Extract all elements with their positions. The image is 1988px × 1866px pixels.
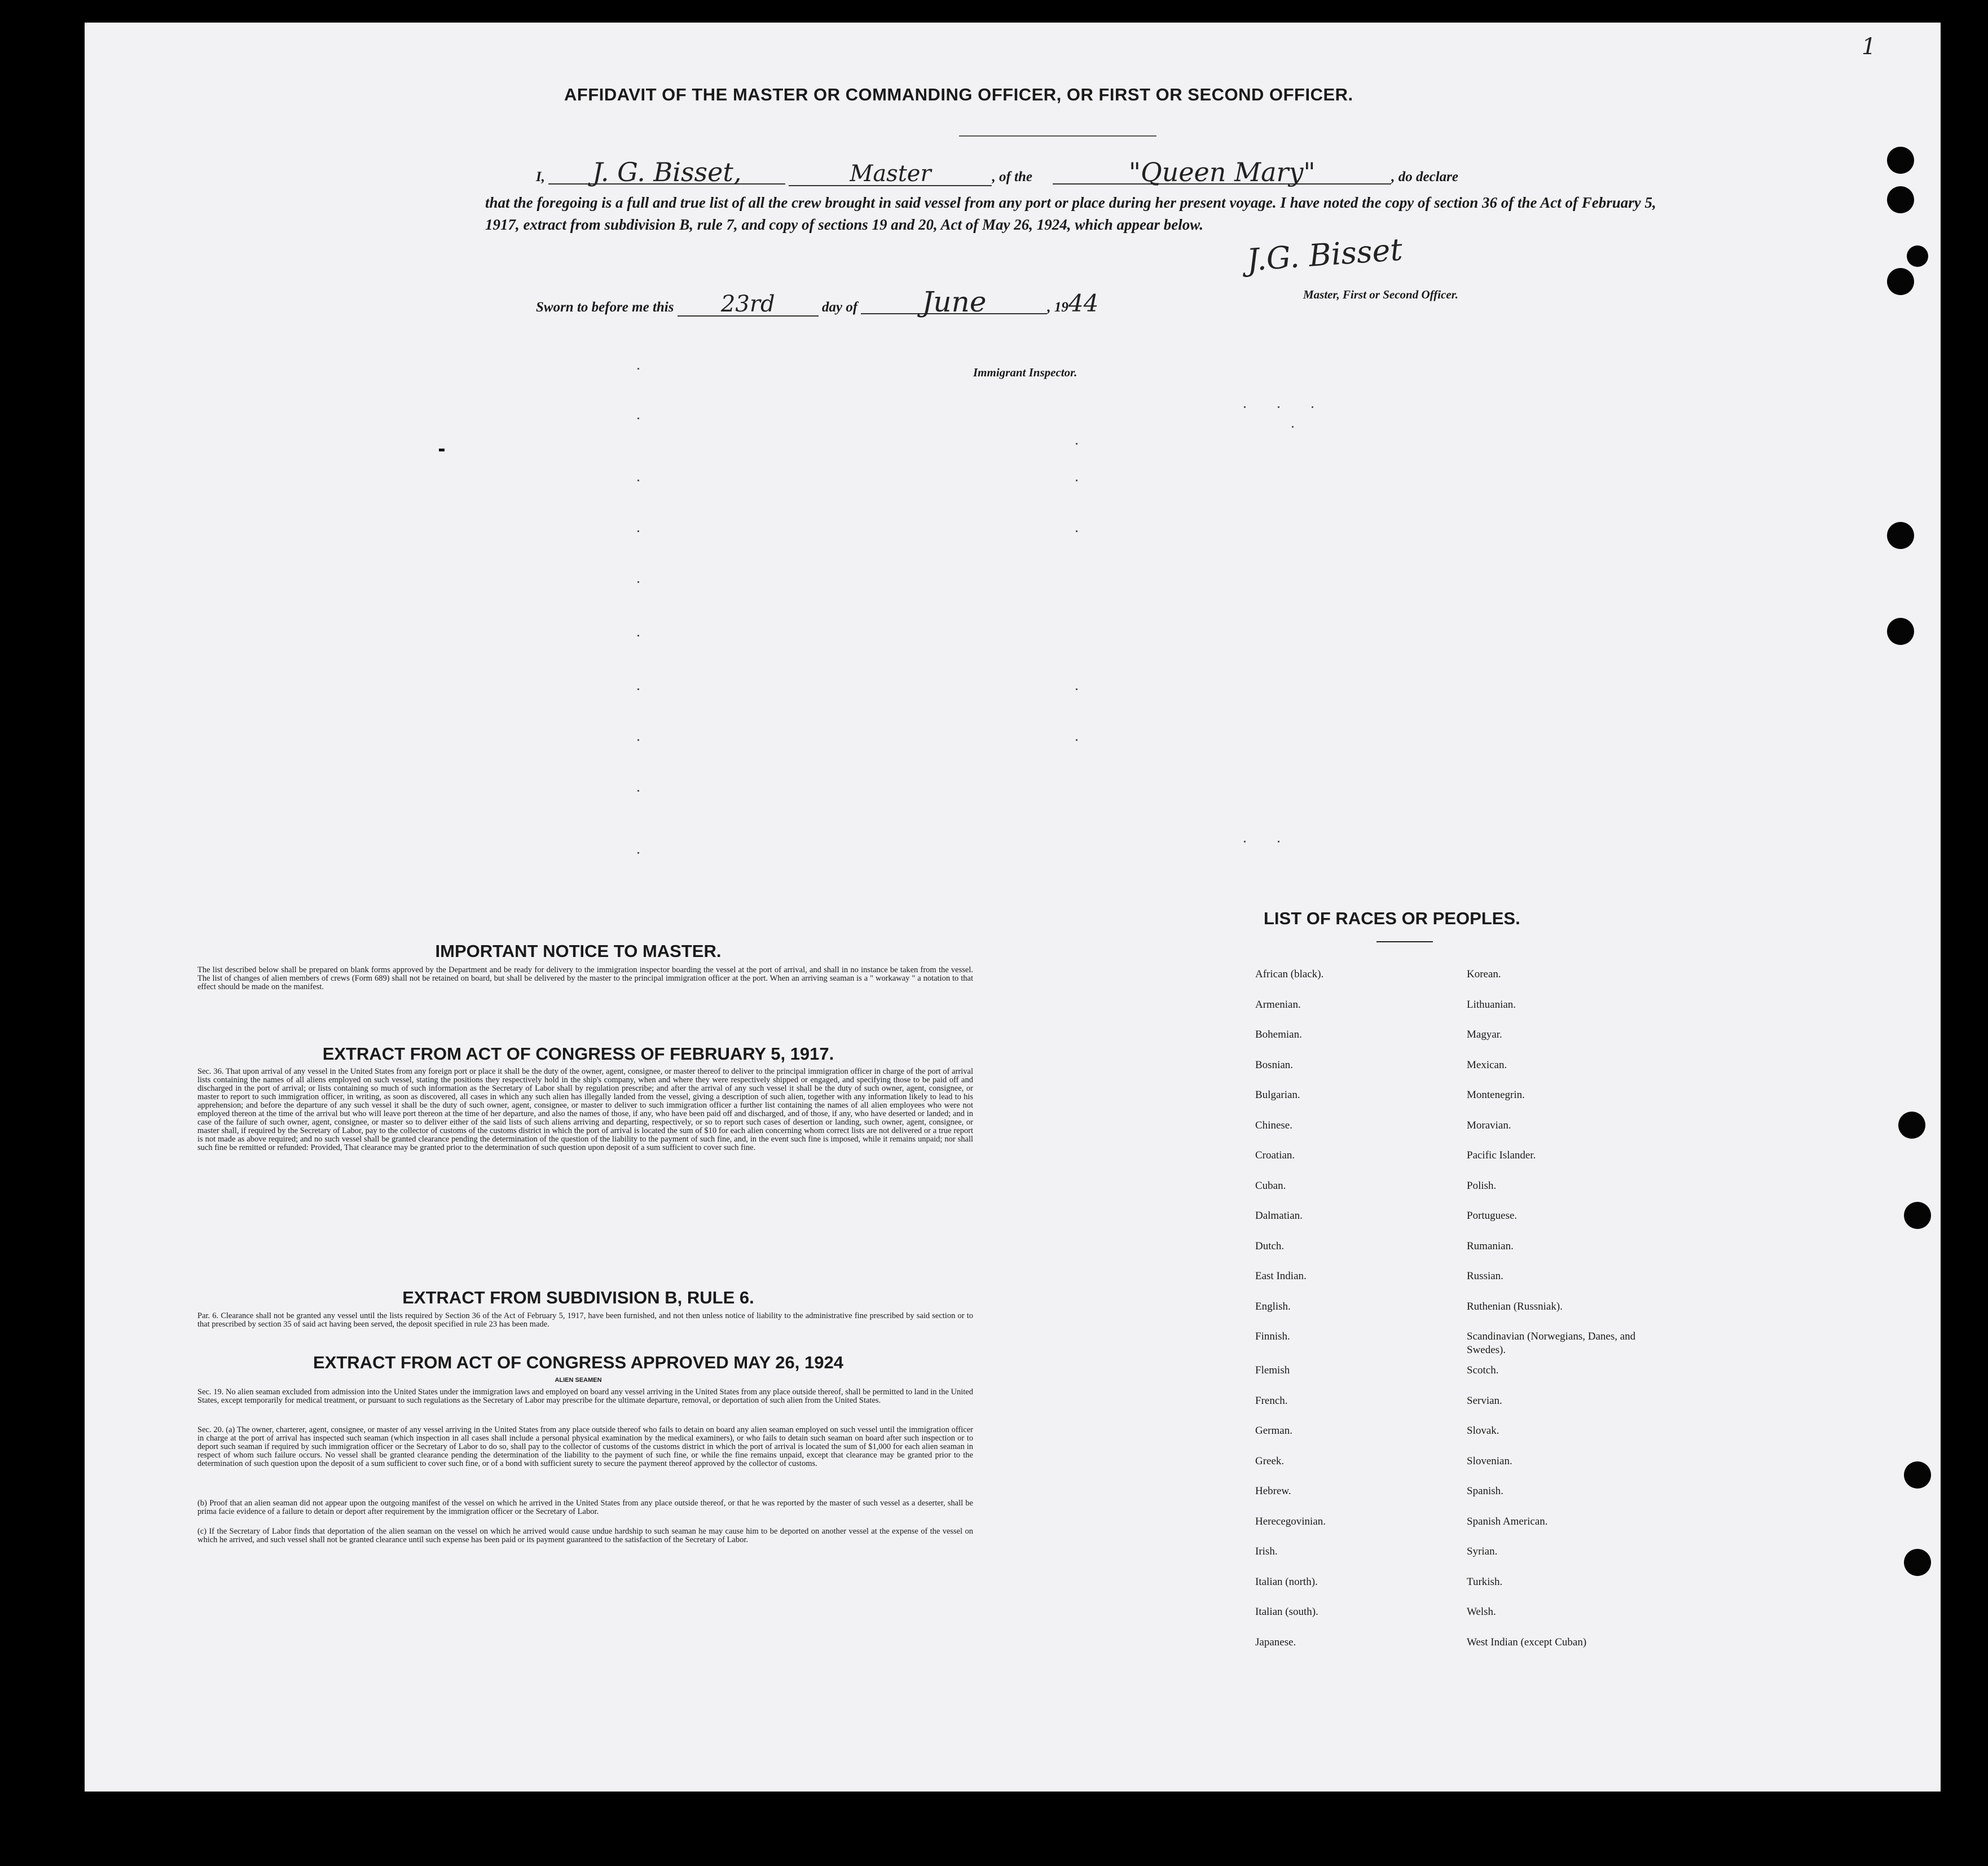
race-item: Chinese. [1255,1119,1292,1131]
race-item: Croatian. [1255,1149,1295,1161]
year-label: , 19 [1047,300,1068,315]
race-item: Welsh. [1467,1606,1496,1618]
binder-hole [1887,618,1914,645]
document-page [85,23,1941,1792]
sec20a-text: Sec. 20. (a) The owner, charterer, agent, consignee, or master of any vessel arriving in the United States from any place outside thereof who fails to detain on board any alien seaman employed on such vessel until the immigration officer in charge at the port of arrival has inspected such seaman (which inspection in all cases shall include a personal physical examination by the medical examiners), or who fails to detain such seaman on board after such inspection or to deport such seaman if required by such immigration officer or the Secretary of Labor to do so, shall pay to the collector of customs of the customs district in which the port of arrival is located the sum of $1,000 for each alien seaman in respect of whom such failure occurs. No vessel shall be granted clearance pending the determination of the liability to the payment of such fine, or while the fine remains unpaid, except that clearance may be granted prior to the determination of such question upon the deposit of a sum sufficient to cover such fine, or of a bond with sufficient surety to secure the payment thereof approved by the collector of customs. [197,1425,973,1468]
race-item: Dalmatian. [1255,1210,1303,1222]
race-item: Spanish. [1467,1485,1503,1497]
binder-hole [1907,245,1928,267]
affidavit-body: that the foregoing is a full and true list of all the crew brought in said vessel from any port or place during her present voyage. I have noted the copy of section 36 of the Act of February 5, 1917, extract from subdivision B, rule 7, and copy of sections 19 and 20, Act of May 26, 1924, which appear below. [485,194,1656,233]
races-right-column [1467,968,1659,1666]
extract-1917-heading: EXTRACT FROM ACT OF CONGRESS OF FEBRUARY 5, 1917. [322,1044,834,1064]
affidavit-line1 [536,157,1664,188]
extract-1917-text: Sec. 36. That upon arrival of any vessel in the United States from any foreign port or place it shall be the duty of the owner, agent, consignee, or master thereof to deliver to the principal immigration officer in charge of the port of arrival lists containing the names of all aliens employed on such vessel, stating the positions they respectively hold in the ship's company, when and where they were respectively shipped or engaged, and specifying those to be paid off and discharged in the port of arrival; or lists containing so much of such information as the Secretary of Labor shall by regulation prescribe; and after the arrival of any such vessel it shall be the duty of such owner, agent, consignee, or master to report to such immigration officer, in writing, as soon as discovered, all cases in which any such alien has illegally landed from the vessel, giving a description of such alien, together with any information likely to lead to his apprehension; and before the departure of any such vessel it shall be the duty of such owner, agent, consignee, or master to deliver to such immigration officer a further list containing the names of all alien employees who were not employed thereon at the time of the arrival but who will leave port thereon at the time of her departure, and also the names of those, if any, who have been paid off and discharged, and of those, if any, who have deserted or landed; and in case of the failure of such owner, agent, consignee, or master so to deliver either of the said lists of such aliens arriving and departing, respectively, or so to report such cases of desertion or landing, such owner, agent, consignee, or master shall, if required by the Secretary of Labor, pay to the collector of customs of the customs district in which the port of arrival is located the sum of $10 for each alien concerning whom correct lists are not delivered or a true report is not made as above required; and no such vessel shall be granted clearance pending the determination of the question of the liability to the payment of such fine, and, in the event such fine is imposed, while it remains unpaid; nor shall such fine be remitted or refunded: Provided, That clearance may be granted prior to the determination of such question upon deposit of a sum sufficient to cover such fine. [197,1067,973,1152]
handwritten-day: 23rd [678,293,819,317]
race-item: Cuban. [1255,1179,1286,1192]
races-heading: LIST OF RACES OR PEOPLES. [1264,908,1520,928]
affidavit-heading: AFFIDAVIT OF THE MASTER OR COMMANDING OFFICER, OR FIRST OR SECOND OFFICER. [564,85,1353,104]
race-item: Magyar. [1467,1029,1502,1040]
binder-hole [1898,1112,1925,1139]
race-item: Greek. [1255,1455,1285,1467]
binder-hole [1887,522,1914,549]
race-item: Rumanian. [1467,1240,1514,1252]
race-item: East Indian. [1255,1270,1307,1282]
handwritten-rank: Master [789,163,992,186]
extract-rule-heading: EXTRACT FROM SUBDIVISION B, RULE 6. [402,1288,754,1307]
sec20c-text: (c) If the Secretary of Labor finds that deportation of the alien seaman on the vessel on which he arrived would cause undue hardship to such seaman he may cause him to be deported on another vessel at the expense of the vessel on which he arrived, and such vessel shall not be granted clearance until such expense has been paid or its payment guaranteed to the satisfaction of the Secretary of Labor. [197,1527,973,1544]
race-item: German. [1255,1425,1292,1437]
binder-hole [1904,1549,1931,1576]
race-item: Bohemian. [1255,1029,1302,1040]
do-declare-label: , do declare [1391,169,1458,185]
binder-hole [1887,268,1914,295]
race-item: Turkish. [1467,1575,1503,1588]
signature-line [959,135,1156,137]
race-item: Italian (north). [1255,1575,1318,1588]
race-item: Korean. [1467,968,1501,980]
sworn-line [536,286,1354,319]
race-item: Slovak. [1467,1425,1499,1437]
races-heading-rule [1376,941,1433,942]
handwritten-name: J. G. Bisset, [548,161,785,185]
race-item: Mexican. [1467,1059,1507,1071]
race-item: West Indian (except Cuban) [1467,1636,1587,1648]
race-item: Slovenian. [1467,1455,1512,1467]
race-item: English. [1255,1300,1291,1312]
extract-rule-text: Par. 6. Clearance shall not be granted any vessel until the lists required by Section 36 of the Act of February 5, 1917, have been furnished, and not then unless notice of liability to the administrative fine prescribed by said section or to that prescribed by section 35 of said act having been served, the deposit specified in rule 23 has been made. [197,1311,973,1329]
race-item: Hebrew. [1255,1485,1291,1497]
inspector-label: Immigrant Inspector. [973,366,1077,379]
day-of-label: day of [821,300,858,315]
extract-1924-heading: EXTRACT FROM ACT OF CONGRESS APPROVED MAY 26, 1924 [313,1353,843,1372]
race-item: Syrian. [1467,1546,1498,1557]
race-item: Scandinavian (Norwegians, Danes, and Swedes). [1467,1331,1636,1356]
race-item: Montenegrin. [1467,1089,1525,1101]
handwritten-month: June [861,291,1047,314]
binder-hole [1887,147,1914,174]
race-item: African (black). [1255,968,1324,980]
sec19-text: Sec. 19. No alien seaman excluded from admission into the United States under the immigration laws and employed on board any vessel arriving in the United States from any place outside thereof, shall be permitted to land in the United States, except temporarily for medical treatment, or pursuant to such regulations as the Secretary of Labor may prescribe for the ultimate departure, removal, or deportation of such alien from the United States. [197,1388,973,1405]
binder-hole [1887,186,1914,213]
race-item: Pacific Islander. [1467,1149,1536,1161]
race-item: Bulgarian. [1255,1089,1300,1101]
binder-hole [1904,1461,1931,1489]
race-item: Italian (south). [1255,1606,1318,1618]
handwritten-year: 44 [1068,289,1099,317]
race-item: Servian. [1467,1394,1502,1407]
race-item: Irish. [1255,1546,1278,1557]
race-item: French. [1255,1394,1288,1407]
binder-hole [1904,1202,1931,1229]
races-left-column [1255,968,1458,1666]
race-item: Scotch. [1467,1364,1499,1376]
race-item: Bosnian. [1255,1059,1294,1071]
alien-seamen-subheading: ALIEN SEAMEN [555,1377,602,1384]
race-item: Flemish [1255,1364,1290,1376]
handwritten-vessel: "Queen Mary" [1053,161,1391,185]
notice-text: The list described below shall be prepared on blank forms approved by the Department and be ready for delivery to the immigration inspector boarding the vessel at the port of arrival, and shall in no instance be taken from the vessel. The list of changes of alien members of crews (Form 689) shall not be retained on board, but shall be delivered by the master to the principal immigration officer at the port. When an arriving seaman is a " workaway " a notation to that effect should be made on the manifest. [197,965,973,991]
race-item: Polish. [1467,1179,1497,1192]
declarant-label: I, [536,169,545,185]
race-item: Finnish. [1255,1331,1290,1342]
race-item: Russian. [1467,1270,1503,1282]
race-item: Portuguese. [1467,1210,1518,1222]
signer-role: Master, First or Second Officer. [1303,288,1458,301]
race-item: Ruthenian (Russniak). [1467,1300,1563,1312]
race-item: Spanish American. [1467,1515,1548,1527]
sec20b-text: (b) Proof that an alien seaman did not appear upon the outgoing manifest of the vessel on which he arrived in the United States from any place outside thereof, or that he was reported by the master of such vessel as a deserter, shall be prima facie evidence of a failure to detain or deport after requirement by the immigration officer or the Secretary of Labor. [197,1499,973,1516]
of-the-label: , of the [992,169,1033,185]
race-item: Dutch. [1255,1240,1285,1252]
race-item: Japanese. [1255,1636,1296,1648]
race-item: Moravian. [1467,1119,1511,1131]
notice-heading: IMPORTANT NOTICE TO MASTER. [435,941,722,961]
race-item: Lithuanian. [1467,998,1516,1011]
sworn-label: Sworn to before me this [536,300,674,315]
race-item: Armenian. [1255,998,1301,1011]
master-signature: J.G. Bisset [1246,231,1404,278]
race-item: Herecegovinian. [1255,1515,1326,1527]
page-number: 1 [1862,34,1876,60]
